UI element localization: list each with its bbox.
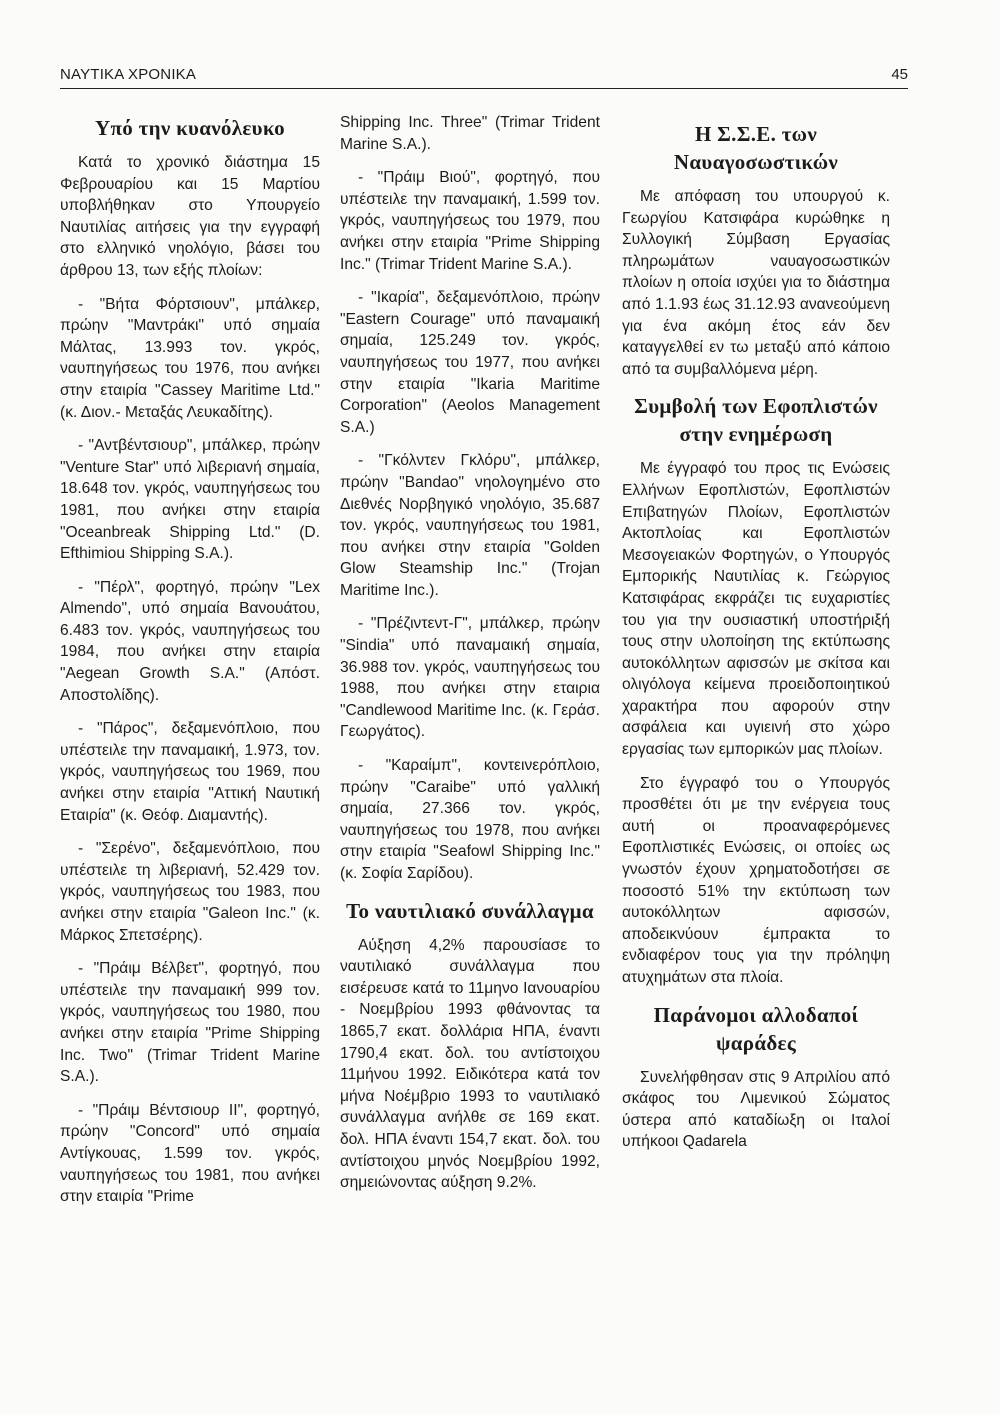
article-heading: Υπό την κυανόλευκο — [95, 116, 285, 140]
article-paragraph: Με έγγραφό του προς τις Ενώσεις Ελλήνων Εφοπλιστών, Εφοπλιστών Επιβατηγών Πλοίων, Εφοπλιστών Ακτοπλοίας και Εφοπλιστών Μεσογειακών Φορτηγών, ο Υπουργός Εμπορικής Ναυτιλίας κ. Γεώργιος Κατσιφάρας εκφράζει τις ευχαριστίες του για την ουσιαστική υποστήριξή τους στην υλοποίηση της εκτύπωσης αυτοκόλλητων αφισσών με σκίτσα και ολιγόλογα κείμενα προειδοποιητικού χαρακτήρα που αφορούν στην ασφάλεια και υγιεινή στο χώρο εργασίας των εμπορικών μας πλοίων. — [622, 460, 890, 759]
article-paragraph: - "Πάρος", δεξαμενόπλοιο, που υπέστειλε την παναμαική, 1.973, τον. γκρός, ναυπηγήσεως του 1969, που ανήκει στην εταιρία "Αττική Ναυτική Εταιρία" (κ. Θεόφ. Διαμαντής). — [60, 720, 320, 824]
page-number: 45 — [891, 66, 908, 83]
article-paragraph: - "Πράιμ Βέλβετ", φορτηγό, που υπέστειλε την παναμαική 999 τον. γκρός, ναυπηγήσεως του 1980, που ανήκει στην εταιρία "Prime Shipping Inc. Two" (Trimar Trident Marine S.A.). — [60, 960, 320, 1086]
article-paragraph: Με απόφαση του υπουργού κ. Γεωργίου Κατσιφάρα κυρώθηκε η Συλλογική Σύμβαση Εργασίας πληρωμάτων ναυαγοσωστικών πλοίων η οποία ισχύει για το διάστημα από 1.1.93 έως 31.12.93 ανανεούμενη για ένα ακόμη έτος εάν δεν καταγγελθεί εν τω μεταξύ από κάποιο από τα συμβαλλόμενα μέρη. — [622, 188, 890, 378]
article-heading: Η Σ.Σ.Ε. των Ναυαγοσωστικών — [673, 122, 839, 174]
article-paragraph: - "Σερένο", δεξαμενόπλοιο, που υπέστειλε τη λιβεριανή, 52.429 τον. γκρός, ναυπηγήσεως του 1983, που ανήκει στην εταιρία "Galeon Inc." (κ. Μάρκος Σπετσέρης). — [60, 840, 320, 944]
article-paragraph: Συνελήφθησαν στις 9 Απριλίου από σκάφος του Λιμενικού Σώματος ύστερα από καταδίωξη οι Ιταλοί υπήκοοι Qadarela — [622, 1068, 890, 1151]
article-paragraph: - "Πράιμ Βιού", φορτηγό, που υπέστειλε την παναμαική, 1.599 τον. γκρός, ναυπηγήσεως του 1979, που ανήκει στην εταιρία "Prime Shipping Inc." (Trimar Trident Marine S.A.). — [340, 169, 600, 273]
article-paragraph: - "Αντβέντσιουρ", μπάλκερ, πρώην "Venture Star" υπό λιβεριανή σημαία, 18.648 τον. γκρός, ναυπηγήσεως του 1981, που ανήκει στην εταιρία "Oceanbreak Shipping Ltd." (D. Efthimiou Shipping S.A.). — [60, 437, 320, 563]
article-paragraph: - "Πέρλ", φορτηγό, πρώην "Lex Almendo", υπό σημαία Βανουάτου, 6.483 τον. γκρός, ναυπηγήσεως του 1984, που ανήκει στην εταιρία "Aegean Growth S.A." (Απόστ. Αποστολίδης). — [60, 578, 320, 704]
publication-title: ΝΑΥΤΙΚΑ ΧΡΟΝΙΚΑ — [60, 66, 197, 83]
article-paragraph: - "Πρέζιντεντ-Γ", μπάλκερ, πρώην "Sindia" υπό παναμαική σημαία, 36.988 τον. γκρός, ναυπηγήσεως του 1988, που ανήκει στην εταιρια "Candlewood Maritime Inc. (κ. Γεράσ. Γεωργάτος). — [340, 615, 600, 741]
article-paragraph: Στο έγγραφό του ο Υπουργός προσθέτει ότι με την ενέργεια τους αυτή οι προαναφερόμενες Εφοπλιστικές Ενώσεις, οι οποίες ως γνωστόν έχουν χρηματοδοτήσει σε ποσοστό 51% την εκτύπωση των αυτοκόλλητων αφισσών, αποδεικνύουν έμπρακτα το ενδιαφέρον τους για την πρόληψη ατυχημάτων στα πλοία. — [622, 774, 890, 986]
article-paragraph: Shipping Inc. Three" (Trimar Trident Marine S.A.). — [340, 114, 600, 153]
article-paragraph: - "Πράιμ Βέντσιουρ ΙΙ", φορτηγό, πρώην "Concord" υπό σημαία Αντίγκουας, 1.599 τον. γκρός, ναυπηγήσεως του 1981, που ανήκει στην εταιρία "Prime — [60, 1101, 320, 1206]
article-paragraph: - "Καραίμπ", κοντεινερόπλοιο, πρώην "Caraibe" υπό γαλλική σημαία, 27.366 τον. γκρός, ναυπηγήσεως του 1978, που ανήκει στην εταιρία "Seafowl Shipping Inc." (κ. Σοφία Σαρίδου). — [340, 757, 600, 882]
article-paragraph: Αύξηση 4,2% παρουσίασε το ναυτιλιακό συνάλλαγμα που εισέρευσε κατά το 11μηνο Ιανουαρίου - Νοεμβρίου 1993 φθάνοντας τα 1865,7 εκατ. δολλάρια ΗΠΑ, έναντι 1790,4 εκατ. δολ. του αντίστοιχου 11μήνου 1992. Ειδικότερα κατά τον μήνα Νοέμβριο 1993 το ναυτιλιακό συνάλλαγμα ανήλθε σε 169 εκατ. δολ. ΗΠΑ έναντι 154,7 εκατ. δολ. του αντίστοιχου μηνός Νοεμβρίου 1992, σημειώνοντας αύξηση 9.2%. — [340, 936, 600, 1192]
article-paragraph: - "Βήτα Φόρτσιουν", μπάλκερ, πρώην "Μαντράκι" υπό σημαία Μάλτας, 13.993 τον. γκρός, ναυπηγήσεως του 1976, που ανήκει στην εταιρία "Cassey Maritime Ltd." (κ. Διον.- Μεταξάς Λευκαδίτης). — [60, 295, 320, 421]
article-paragraph: - "Γκόλντεν Γκλόρυ", μπάλκερ, πρώην "Bandao" νηολογημένο στο Διεθνές Νορβηγικό νηολόγιο, 35.687 τον. γκρός, ναυπηγήσεως του 1981, που ανήκει στην εταιρία "Golden Glow Steamship Inc." (Trojan Maritime Inc.). — [340, 452, 600, 599]
column-3 — [622, 112, 890, 1165]
article-heading: Συμβολή των Εφοπλιστών στην ενημέρωση — [634, 394, 878, 447]
column-2 — [340, 112, 600, 1206]
article-paragraph: - "Ικαρία", δεξαμενόπλοιο, πρώην "Eastern Courage" υπό παναμαική σημαία, 125.249 τον. γκρός, ναυπηγήσεως του 1977, που ανήκει στην εταιρία "Ikaria Maritime Corporation" (Aeolos Management S.A.) — [340, 289, 600, 436]
article-heading: Το ναυτιλιακό συνάλλαγμα — [346, 898, 594, 923]
running-header — [60, 62, 908, 89]
article-heading: Παράνομοι αλλοδαποί ψαράδες — [653, 1002, 859, 1055]
column-1 — [60, 112, 320, 1220]
article-paragraph: Κατά το χρονικό διάστημα 15 Φεβρουαρίου και 15 Μαρτίου υποβλήθηκαν στο Υπουργείο Ναυτιλίας αιτήσεις για την εγγραφή στο ελληνικό νηολόγιο, βάσει του άρθρου 13, των εξής πλοίων: — [60, 154, 320, 279]
